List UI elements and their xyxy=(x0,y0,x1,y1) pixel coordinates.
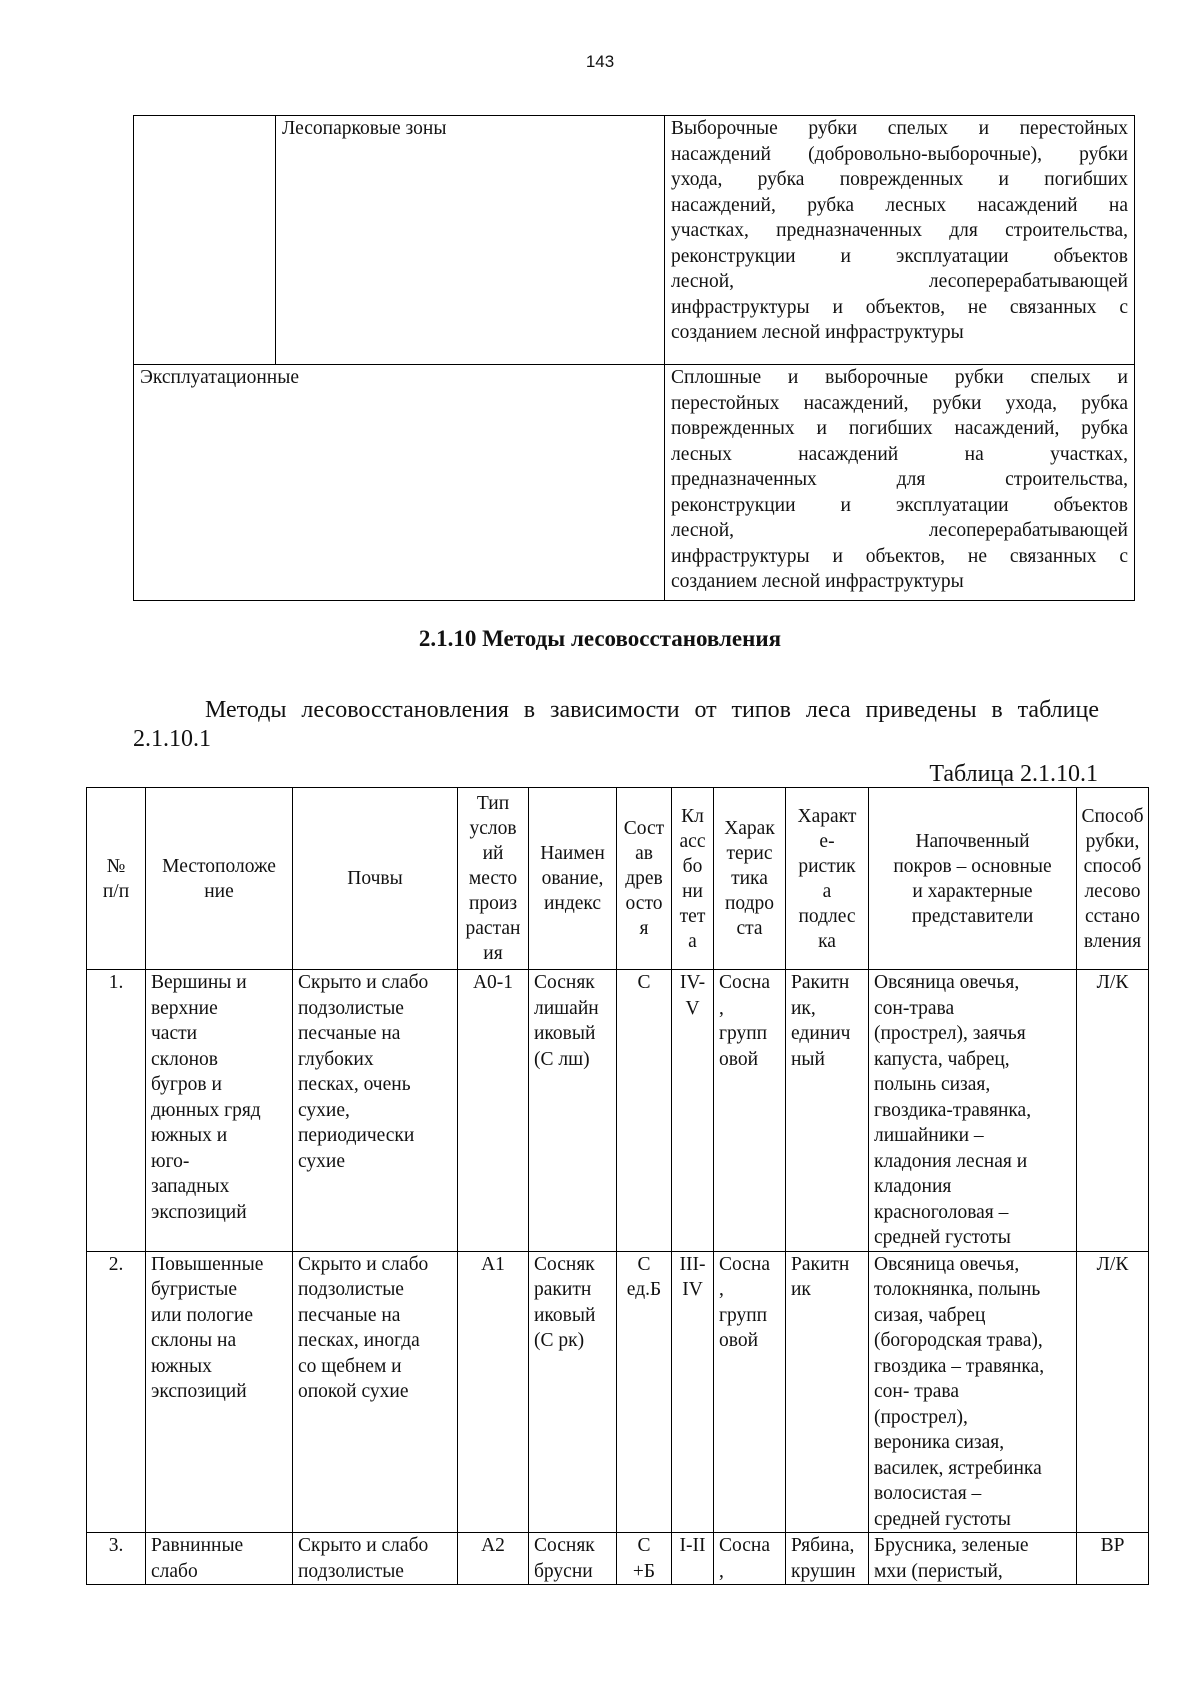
cell-undergrowth: Сосна , групп овой xyxy=(714,970,786,1252)
cell-undergrowth: Сосна , xyxy=(714,1533,786,1585)
cell-location: Вершины и верхние части склонов бугров и дюнных гряд южных и юго- западных экспозиций xyxy=(146,970,293,1252)
cell-line: поврежденных и погибших насаждений, рубка xyxy=(671,418,1128,439)
cell-line: созданием лесной инфраструктуры xyxy=(671,322,964,343)
header-ground-cover: Напочвенный покров – основные и характерные представители xyxy=(869,788,1077,970)
cell-method: Л/К xyxy=(1077,970,1149,1252)
cell-method: Л/К xyxy=(1077,1251,1149,1533)
cell-line: лесной, лесоперерабатывающей xyxy=(671,271,1128,292)
cell-type: А2 xyxy=(458,1533,529,1585)
cell-line: инфраструктуры и объектов, не связанных с xyxy=(671,545,1128,567)
table-row xyxy=(87,970,1149,1252)
cell-line: инфраструктуры и объектов, не связанных с xyxy=(671,296,1128,318)
header-undergrowth: Харак терис тика подро ста xyxy=(714,788,786,970)
header-forest-type-name: Наимен ование, индекс xyxy=(529,788,617,970)
section-title: 2.1.10 Методы лесовосстановления xyxy=(418,626,782,651)
cell-bonitet: III- IV xyxy=(672,1251,714,1533)
table-row xyxy=(134,116,1135,365)
cell-ground-cover: Овсяница овечья, сон-трава (прострел), заячья капуста, чабрец, полынь сизая, гвоздика-травянка, лишайники – кладония лесная и кладония красноголовая – средней густоты xyxy=(869,970,1077,1252)
cell-undergrowth: Сосна , групп овой xyxy=(714,1251,786,1533)
cell-line: насаждений, рубка лесных насаждений на xyxy=(671,194,1128,216)
intro-paragraph: Методы лесовосстановления в зависимости от типов леса приведены в таблице 2.1.10.1 xyxy=(133,697,1099,752)
cell-composition: С ед.Б xyxy=(617,1251,672,1533)
cell-location: Повышенные бугристые или пологие склоны на южных экспозиций xyxy=(146,1251,293,1533)
cell-line: перестойных насаждений, рубки ухода, рубка xyxy=(671,392,1128,414)
cell-line: предназначенных для строительства, xyxy=(671,469,1128,490)
header-number: № п/п xyxy=(87,788,146,970)
cell-composition: С +Б xyxy=(617,1533,672,1585)
top-table xyxy=(133,115,1135,601)
cell-name: Сосняк брусни xyxy=(529,1533,617,1585)
cell-line: Выборочные рубки спелых и перестойных xyxy=(671,118,1128,139)
cell-num: 1. xyxy=(87,970,146,1252)
header-site-type: Тип услов ий место произ растан ия xyxy=(458,788,529,970)
header-soils: Почвы xyxy=(293,788,458,970)
zone-name-cell: Лесопарковые зоны xyxy=(276,116,665,365)
header-site-class: Кл асс бо ни тет а xyxy=(672,788,714,970)
table-cell-empty xyxy=(134,116,276,365)
table-row xyxy=(87,1533,1149,1585)
cell-line: Сплошные и выборочные рубки спелых и xyxy=(671,367,1128,388)
cell-bonitet: IV- V xyxy=(672,970,714,1252)
cell-line: насаждений (добровольно-выборочные), рубки xyxy=(671,143,1128,165)
cell-underbrush: Ракитн ик xyxy=(786,1251,869,1533)
cutting-types-cell xyxy=(665,116,1135,365)
cell-line: реконструкции и эксплуатации объектов xyxy=(671,245,1128,267)
cell-num: 3. xyxy=(87,1533,146,1585)
cell-line: лесных насаждений на участках, xyxy=(671,443,1128,465)
cell-soil: Скрыто и слабо подзолистые xyxy=(293,1533,458,1585)
table-caption: Таблица 2.1.10.1 xyxy=(929,761,1098,787)
header-method: Способ рубки, способ лесово сстано вления xyxy=(1077,788,1149,970)
table-row xyxy=(87,1251,1149,1533)
cell-method: ВР xyxy=(1077,1533,1149,1585)
cell-line: созданием лесной инфраструктуры xyxy=(671,571,964,592)
cell-bonitet: I-II xyxy=(672,1533,714,1585)
header-location: Местоположе ние xyxy=(146,788,293,970)
header-underbrush: Характ е- ристик а подлес ка xyxy=(786,788,869,970)
cell-ground-cover: Овсяница овечья, толокнянка, полынь сизая, чабрец (богородская трава), гвоздика – травянка, сон- трава (прострел), вероника сизая, василек, ястребинка волосистая – средней густоты xyxy=(869,1251,1077,1533)
page-number: 143 xyxy=(585,52,615,71)
cell-name: Сосняк лишайн иковый (С лш) xyxy=(529,970,617,1252)
cell-line: участках, предназначенных для строительства, xyxy=(671,220,1128,241)
cutting-types-cell xyxy=(665,365,1135,601)
header-stand-composition: Сост ав древ осто я xyxy=(617,788,672,970)
cell-soil: Скрыто и слабо подзолистые песчаные на глубоких песках, очень сухие, периодически сухие xyxy=(293,970,458,1252)
cell-soil: Скрыто и слабо подзолистые песчаные на песках, иногда со щебнем и опокой сухие xyxy=(293,1251,458,1533)
cell-location: Равнинные слабо xyxy=(146,1533,293,1585)
cell-composition: С xyxy=(617,970,672,1252)
zone-name-cell: Эксплуатационные xyxy=(134,365,665,601)
cell-line: лесной, лесоперерабатывающей xyxy=(671,520,1128,541)
cell-underbrush: Рябина, крушин xyxy=(786,1533,869,1585)
cell-line: ухода, рубка поврежденных и погибших xyxy=(671,169,1128,190)
cell-type: А0-1 xyxy=(458,970,529,1252)
table-header-row xyxy=(87,788,1149,970)
table-row xyxy=(134,365,1135,601)
cell-num: 2. xyxy=(87,1251,146,1533)
cell-underbrush: Ракитн ик, единич ный xyxy=(786,970,869,1252)
cell-line: реконструкции и эксплуатации объектов xyxy=(671,494,1128,516)
cell-name: Сосняк ракитн иковый (С рк) xyxy=(529,1251,617,1533)
cell-ground-cover: Брусника, зеленые мхи (перистый, xyxy=(869,1533,1077,1585)
reforestation-table xyxy=(86,787,1149,1585)
cell-type: А1 xyxy=(458,1251,529,1533)
